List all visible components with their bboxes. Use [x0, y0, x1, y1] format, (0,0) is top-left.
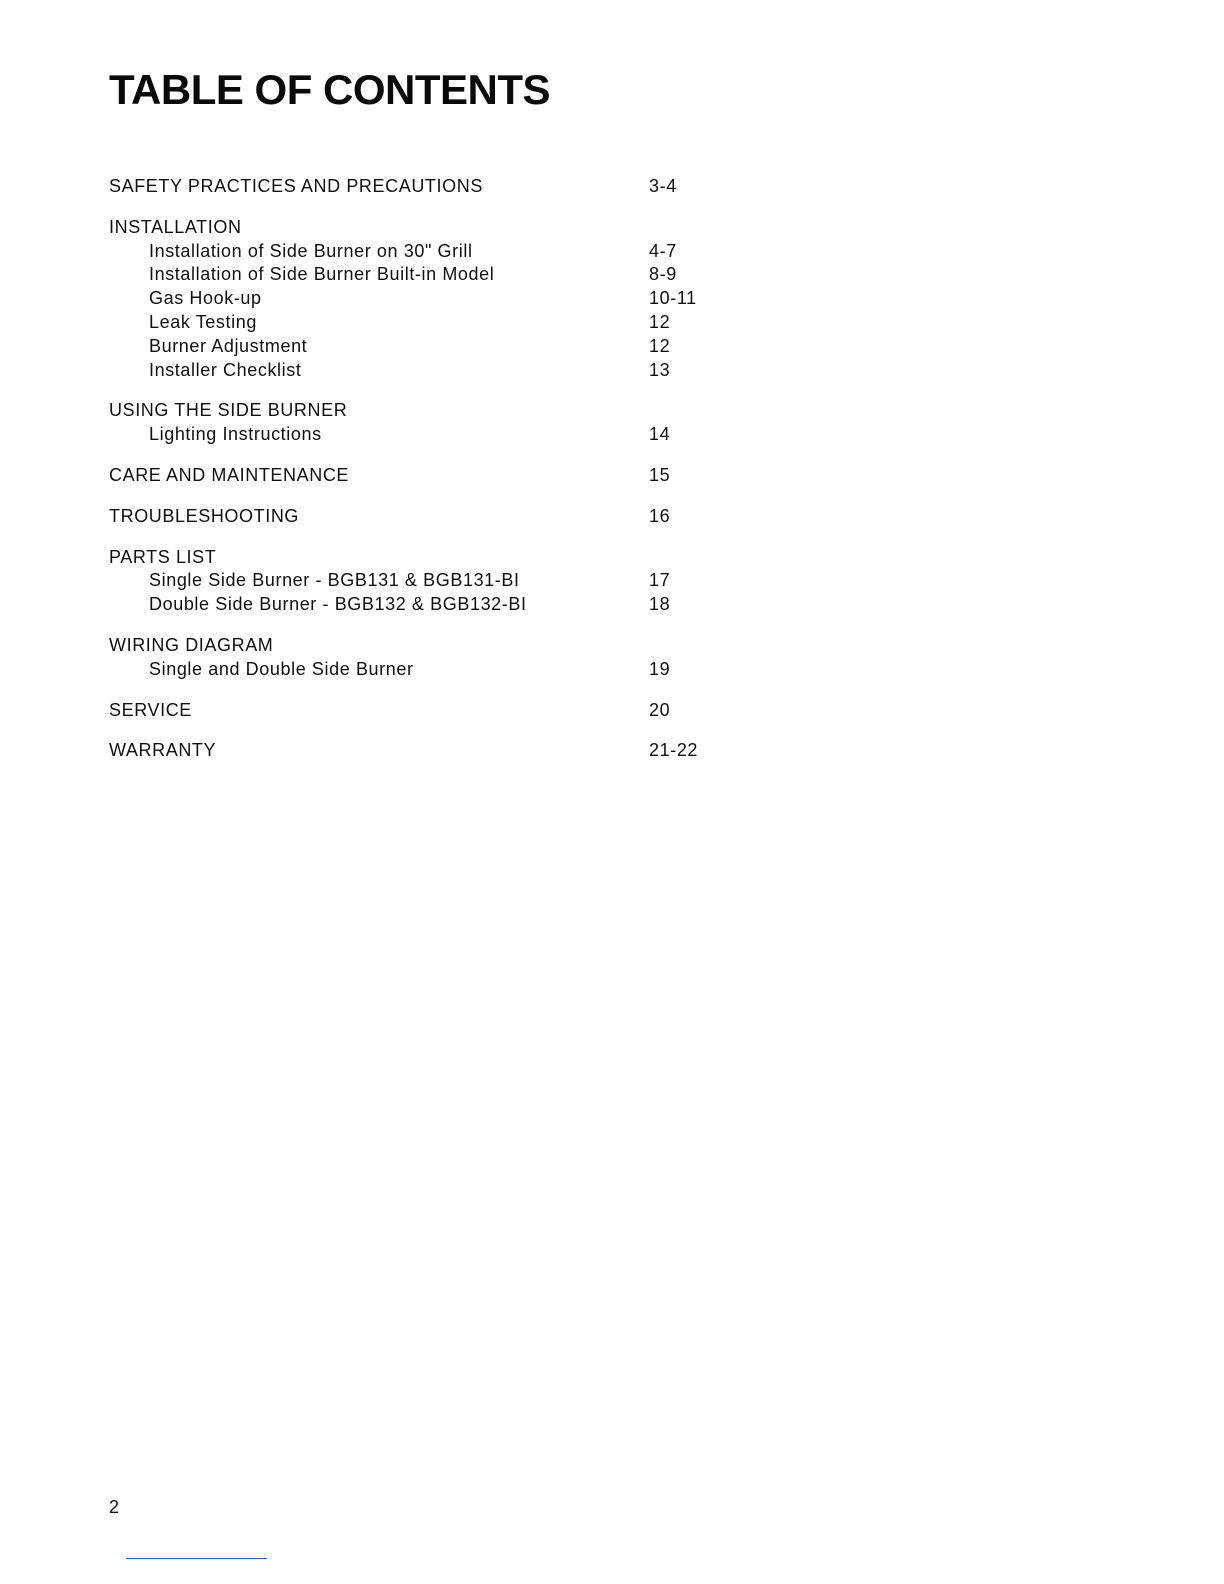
table-of-contents [109, 175, 749, 780]
toc-page-number: 19 [649, 658, 671, 679]
toc-entry-row[interactable] [109, 658, 749, 682]
toc-heading-label: WIRING DIAGRAM [109, 634, 274, 655]
toc-page-number: 20 [649, 699, 671, 720]
toc-entry-label: Double Side Burner - BGB132 & BGB132-BI [149, 594, 527, 615]
toc-heading-label: CARE AND MAINTENANCE [109, 464, 350, 485]
toc-section [109, 464, 749, 488]
toc-page-number: 8-9 [649, 264, 677, 285]
toc-heading-label: PARTS LIST [109, 546, 217, 567]
toc-heading-row[interactable] [109, 464, 749, 488]
toc-section [109, 699, 749, 723]
toc-page-number: 12 [649, 335, 671, 356]
toc-section [109, 739, 749, 763]
toc-heading-row[interactable] [109, 739, 749, 763]
toc-entry-row[interactable] [109, 359, 749, 383]
toc-heading-label: TROUBLESHOOTING [109, 505, 300, 526]
toc-heading-row[interactable] [109, 546, 749, 570]
bottom-rule [126, 1558, 267, 1559]
toc-heading-label: WARRANTY [109, 740, 217, 761]
toc-entry-row[interactable] [109, 423, 749, 447]
toc-heading-label: USING THE SIDE BURNER [109, 400, 348, 421]
toc-heading-label: SAFETY PRACTICES AND PRECAUTIONS [109, 176, 483, 196]
toc-page-number: 4-7 [649, 240, 677, 261]
toc-entry-label: Gas Hook-up [149, 288, 262, 309]
toc-heading-row[interactable] [109, 634, 749, 658]
toc-heading-row[interactable] [109, 505, 749, 529]
toc-page-number: 17 [649, 570, 671, 591]
toc-section [109, 399, 749, 447]
toc-entry-row[interactable] [109, 569, 749, 593]
toc-heading-label: SERVICE [109, 699, 192, 720]
toc-entry-label: Installer Checklist [149, 359, 302, 380]
toc-entry-row[interactable] [109, 593, 749, 617]
toc-section [109, 175, 749, 199]
toc-heading-row[interactable] [109, 699, 749, 723]
toc-heading-label: INSTALLATION [109, 216, 242, 237]
toc-page-number: 13 [649, 359, 671, 380]
toc-section [109, 216, 749, 383]
toc-page-number: 14 [649, 424, 671, 445]
page-title: TABLE OF CONTENTS [109, 66, 551, 113]
toc-entry-row[interactable] [109, 287, 749, 311]
toc-entry-label: Burner Adjustment [149, 335, 308, 356]
toc-entry-row[interactable] [109, 240, 749, 264]
toc-entry-label: Installation of Side Burner Built-in Model [149, 264, 495, 285]
toc-entry-label: Leak Testing [149, 311, 257, 332]
toc-heading-row[interactable] [109, 175, 749, 199]
toc-page-number: 3-4 [649, 176, 677, 196]
toc-page-number: 15 [649, 464, 671, 485]
toc-entry-label: Single and Double Side Burner [149, 658, 414, 679]
toc-page-number: 16 [649, 505, 671, 526]
toc-entry-label: Lighting Instructions [149, 424, 322, 445]
toc-entry-label: Installation of Side Burner on 30" Grill [149, 240, 473, 261]
toc-entry-label: Single Side Burner - BGB131 & BGB131-BI [149, 570, 520, 591]
toc-heading-row[interactable] [109, 216, 749, 240]
toc-page-number: 21-22 [649, 740, 699, 761]
toc-page-number: 10-11 [649, 288, 697, 309]
toc-page-number: 18 [649, 594, 671, 615]
toc-entry-row[interactable] [109, 335, 749, 359]
toc-page-number: 12 [649, 311, 671, 332]
toc-entry-row[interactable] [109, 311, 749, 335]
toc-section [109, 634, 749, 682]
toc-entry-row[interactable] [109, 263, 749, 287]
toc-section [109, 505, 749, 529]
toc-section [109, 546, 749, 617]
page-number: 2 [109, 1497, 120, 1517]
toc-heading-row[interactable] [109, 399, 749, 423]
